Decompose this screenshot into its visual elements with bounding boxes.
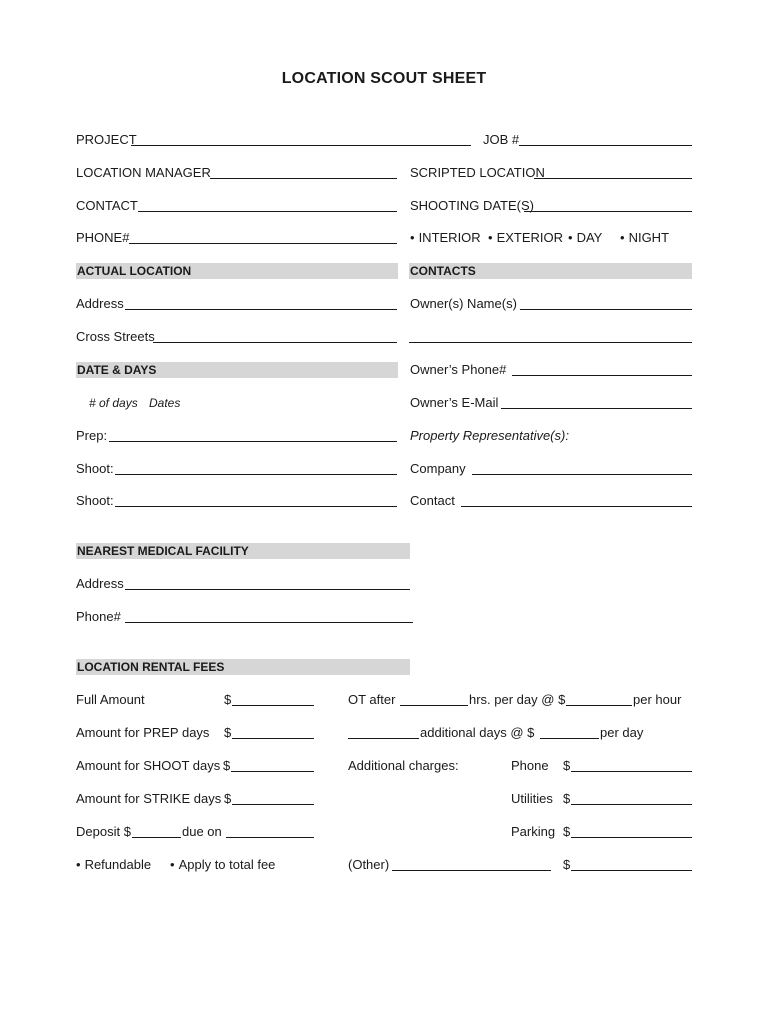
ot-after-field[interactable] bbox=[400, 705, 468, 706]
shooting-dates-field[interactable] bbox=[524, 211, 692, 212]
shoot-days-dollar: $ bbox=[223, 758, 231, 773]
contacts-heading: CONTACTS bbox=[409, 263, 692, 279]
cross-streets-field[interactable] bbox=[153, 342, 397, 343]
option-day[interactable]: • DAY bbox=[568, 230, 603, 245]
bullet-icon: • bbox=[170, 857, 175, 872]
project-field[interactable] bbox=[131, 145, 471, 146]
full-amount-dollar: $ bbox=[224, 692, 232, 707]
owner-phone-label: Owner’s Phone# bbox=[410, 362, 507, 377]
cross-streets-label: Cross Streets bbox=[76, 329, 155, 344]
bullet-icon: • bbox=[620, 230, 625, 245]
owner-names-label: Owner(s) Name(s) bbox=[410, 296, 517, 311]
charge-phone-field[interactable] bbox=[571, 771, 692, 772]
dates-label: Dates bbox=[149, 396, 181, 410]
date-days-heading: DATE & DAYS bbox=[76, 362, 398, 378]
option-exterior[interactable]: • EXTERIOR bbox=[488, 230, 564, 245]
company-label: Company bbox=[410, 461, 466, 476]
charge-utilities-dollar: $ bbox=[563, 791, 571, 806]
option-refundable[interactable]: • Refundable bbox=[76, 857, 152, 872]
bullet-icon: • bbox=[568, 230, 573, 245]
scripted-location-field[interactable] bbox=[534, 178, 692, 179]
full-amount-field[interactable] bbox=[232, 705, 314, 706]
shoot-days-label: Amount for SHOOT days bbox=[76, 758, 221, 773]
actual-address-label: Address bbox=[76, 296, 124, 311]
prep-label: Prep: bbox=[76, 428, 108, 443]
additional-days-field[interactable] bbox=[348, 738, 419, 739]
per-hour-label: per hour bbox=[633, 692, 682, 707]
due-on-field[interactable] bbox=[226, 837, 314, 838]
shoot-label-2: Shoot: bbox=[76, 493, 114, 508]
medical-phone-field[interactable] bbox=[125, 622, 413, 623]
owner-names-field-2[interactable] bbox=[409, 342, 692, 343]
ot-after-label: OT after bbox=[348, 692, 396, 707]
charge-phone-label: Phone bbox=[511, 758, 549, 773]
bullet-icon: • bbox=[76, 857, 81, 872]
charge-parking-field[interactable] bbox=[571, 837, 692, 838]
contact-label: CONTACT bbox=[76, 198, 138, 213]
prep-days-field[interactable] bbox=[232, 738, 314, 739]
hrs-per-day-label: hrs. per day @ $ bbox=[469, 692, 566, 707]
owner-names-field[interactable] bbox=[520, 309, 692, 310]
shoot-label: Shoot: bbox=[76, 461, 114, 476]
medical-heading: NEAREST MEDICAL FACILITY bbox=[76, 543, 410, 559]
shoot-field-2[interactable] bbox=[115, 506, 397, 507]
option-apply-total[interactable]: • Apply to total fee bbox=[170, 857, 276, 872]
owner-phone-field[interactable] bbox=[512, 375, 692, 376]
fees-heading: LOCATION RENTAL FEES bbox=[76, 659, 410, 675]
prep-field[interactable] bbox=[109, 441, 397, 442]
shoot-days-field[interactable] bbox=[231, 771, 314, 772]
charge-utilities-field[interactable] bbox=[571, 804, 692, 805]
other-dollar: $ bbox=[563, 857, 571, 872]
deposit-field[interactable] bbox=[132, 837, 181, 838]
per-day-label: per day bbox=[600, 725, 644, 740]
actual-address-field[interactable] bbox=[125, 309, 397, 310]
rep-contact-label: Contact bbox=[410, 493, 455, 508]
other-label: (Other) bbox=[348, 857, 390, 872]
medical-address-label: Address bbox=[76, 576, 124, 591]
ot-rate-field[interactable] bbox=[566, 705, 632, 706]
num-days-label: # of days bbox=[89, 396, 138, 410]
page-title: LOCATION SCOUT SHEET bbox=[281, 70, 487, 87]
charge-utilities-label: Utilities bbox=[511, 791, 553, 806]
contact-field[interactable] bbox=[138, 211, 397, 212]
charge-parking-dollar: $ bbox=[563, 824, 571, 839]
full-amount-label: Full Amount bbox=[76, 692, 145, 707]
medical-address-field[interactable] bbox=[125, 589, 410, 590]
job-label: JOB # bbox=[483, 132, 520, 147]
location-manager-field[interactable] bbox=[210, 178, 397, 179]
due-on-label: due on bbox=[182, 824, 222, 839]
project-label: PROJECT bbox=[76, 132, 137, 147]
phone-label: PHONE# bbox=[76, 230, 130, 245]
property-rep-label: Property Representative(s): bbox=[410, 428, 569, 443]
shooting-dates-label: SHOOTING DATE(S) bbox=[410, 198, 534, 213]
prep-days-dollar: $ bbox=[224, 725, 232, 740]
charge-phone-dollar: $ bbox=[563, 758, 571, 773]
additional-charges-label: Additional charges: bbox=[348, 758, 459, 773]
other-field[interactable] bbox=[392, 870, 551, 871]
charge-parking-label: Parking bbox=[511, 824, 556, 839]
rep-contact-field[interactable] bbox=[461, 506, 692, 507]
job-field[interactable] bbox=[519, 145, 692, 146]
owner-email-label: Owner’s E-Mail bbox=[410, 395, 499, 410]
shoot-field[interactable] bbox=[115, 474, 397, 475]
bullet-icon: • bbox=[410, 230, 415, 245]
strike-days-dollar: $ bbox=[224, 791, 232, 806]
phone-field[interactable] bbox=[129, 243, 397, 244]
medical-phone-label: Phone# bbox=[76, 609, 121, 624]
strike-days-label: Amount for STRIKE days bbox=[76, 791, 222, 806]
scripted-location-label: SCRIPTED LOCATION bbox=[410, 165, 545, 180]
deposit-label: Deposit $ bbox=[76, 824, 131, 839]
bullet-icon: • bbox=[488, 230, 493, 245]
location-manager-label: LOCATION MANAGER bbox=[76, 165, 211, 180]
strike-days-field[interactable] bbox=[232, 804, 314, 805]
company-field[interactable] bbox=[472, 474, 692, 475]
owner-email-field[interactable] bbox=[501, 408, 692, 409]
option-interior[interactable]: • INTERIOR bbox=[410, 230, 481, 245]
actual-location-heading: ACTUAL LOCATION bbox=[76, 263, 398, 279]
other-amount-field[interactable] bbox=[571, 870, 692, 871]
additional-days-label: additional days @ $ bbox=[420, 725, 535, 740]
prep-days-label: Amount for PREP days bbox=[76, 725, 210, 740]
option-night[interactable]: • NIGHT bbox=[620, 230, 670, 245]
additional-days-rate-field[interactable] bbox=[540, 738, 599, 739]
